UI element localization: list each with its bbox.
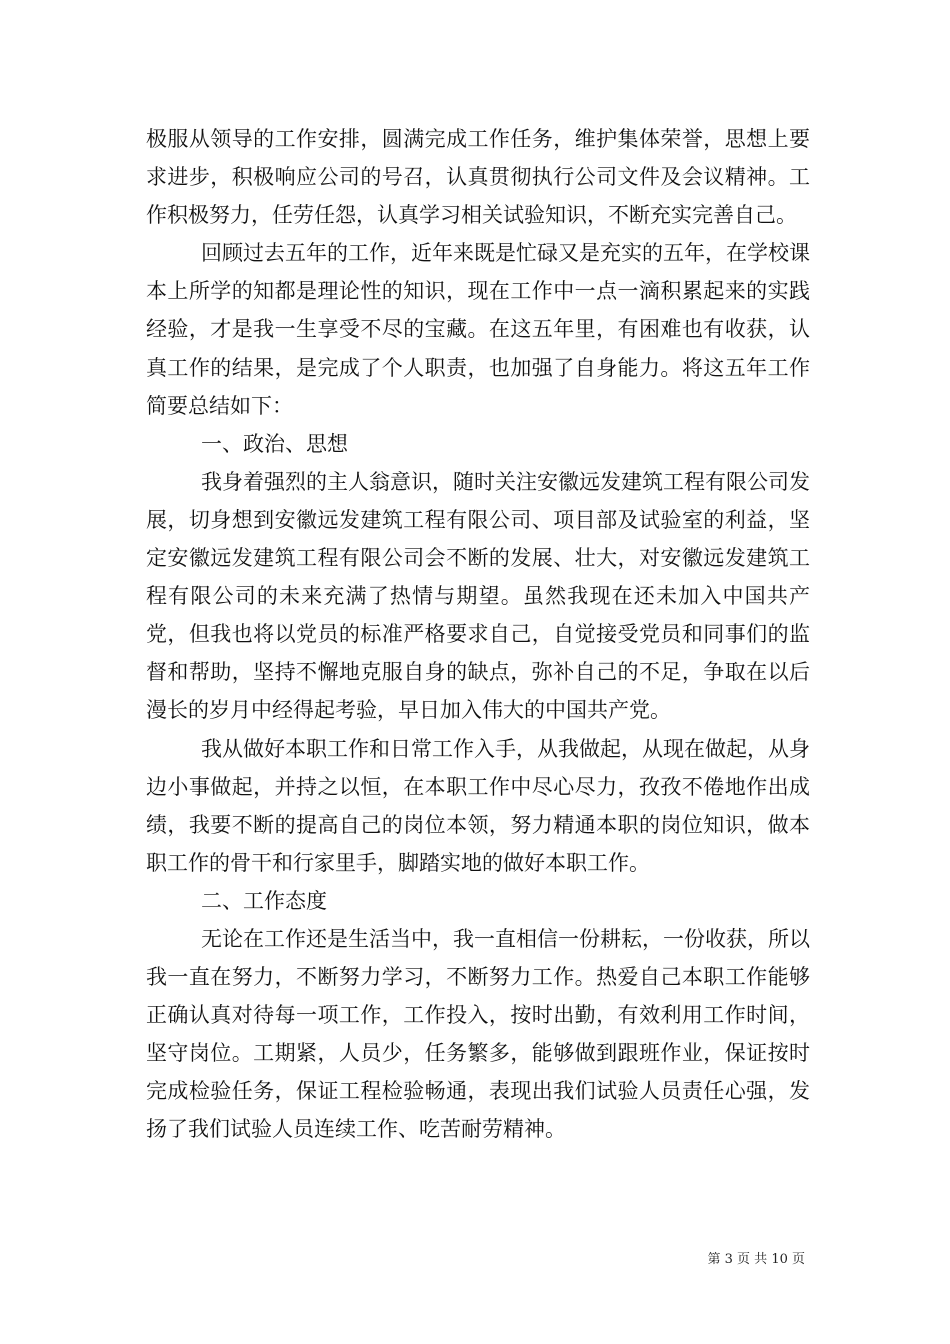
section-heading-attitude: 二、工作态度 <box>201 888 327 913</box>
paragraph-continued: 极服从领导的工作安排，圆满完成工作任务，维护集体荣誉，思想上要求进步，积极响应公司的号召，认真贯彻执行公司文件及会议精神。工作积极努力，任劳任怨，认真学习相关试验知识，不断充实完善自己。 <box>146 127 810 228</box>
document-body <box>146 120 810 1149</box>
page-number-footer: 第 3 页 共 10 页 <box>707 1252 805 1267</box>
paragraph-duty: 我从做好本职工作和日常工作入手，从我做起，从现在做起，从身边小事做起，并持之以恒，在本职工作中尽心尽力，孜孜不倦地作出成绩，我要不断的提高自己的岗位本领，努力精通本职的岗位知识，做本职工作的骨干和行家里手，脚踏实地的做好本职工作。 <box>146 736 810 875</box>
paragraph-politics: 我身着强烈的主人翁意识，随时关注安徽远发建筑工程有限公司发展，切身想到安徽远发建筑工程有限公司、项目部及试验室的利益，坚定安徽远发建筑工程有限公司会不断的发展、壮大，对安徽远发建筑工程有限公司的未来充满了热情与期望。虽然我现在还未加入中国共产党，但我也将以党员的标准严格要求自己，自觉接受党员和同事们的监督和帮助，坚持不懈地克服自身的缺点，弥补自己的不足，争取在以后漫长的岁月中经得起考验，早日加入伟大的中国共产党。 <box>146 469 810 723</box>
paragraph-review: 回顾过去五年的工作，近年来既是忙碌又是充实的五年，在学校课本上所学的知都是理论性的知识，现在工作中一点一滴积累起来的实践经验，才是我一生享受不尽的宝藏。在这五年里，有困难也有收获，认真工作的结果，是完成了个人职责，也加强了自身能力。将这五年工作简要总结如下： <box>146 241 810 418</box>
paragraph-attitude: 无论在工作还是生活当中，我一直相信一份耕耘，一份收获，所以我一直在努力，不断努力学习，不断努力工作。热爱自己本职工作能够正确认真对待每一项工作，工作投入，按时出勤，有效利用工作时间，坚守岗位。工期紧，人员少，任务繁多，能够做到跟班作业，保证按时完成检验任务，保证工程检验畅通，表现出我们试验人员责任心强，发扬了我们试验人员连续工作、吃苦耐劳精神。 <box>146 926 810 1142</box>
section-heading-politics: 一、政治、思想 <box>201 431 348 456</box>
